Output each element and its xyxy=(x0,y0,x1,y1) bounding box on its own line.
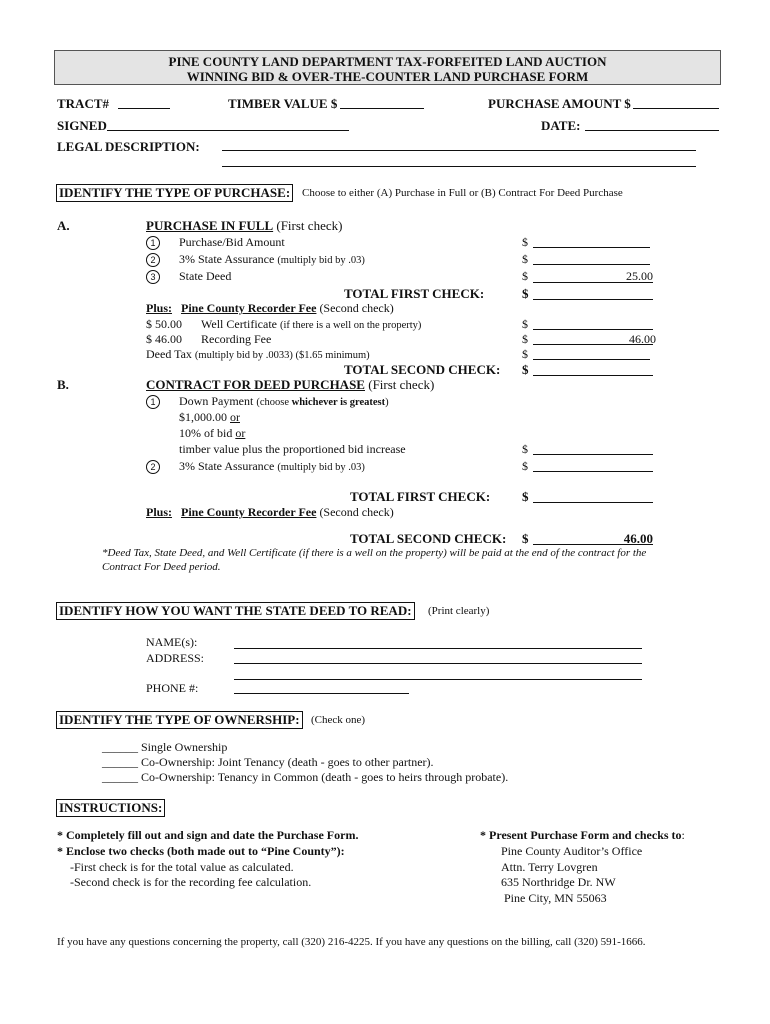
auditor-office: Pine County Auditor’s Office xyxy=(501,844,643,858)
a-dollar-5: $ xyxy=(522,332,528,346)
number-1-icon: 1 xyxy=(146,395,160,409)
legal-description-label: LEGAL DESCRIPTION: xyxy=(57,139,200,154)
purchase-in-full-heading: PURCHASE IN FULL (First check) xyxy=(146,218,343,233)
well-certificate-amount: $ 50.00 xyxy=(146,317,182,331)
a-total-first-check-label: TOTAL FIRST CHECK: xyxy=(344,286,485,301)
a-total-first-dollar: $ xyxy=(522,286,529,301)
a-dollar-4: $ xyxy=(522,317,528,331)
b-total-second-dollar: $ xyxy=(522,531,529,546)
recording-fee-field xyxy=(533,344,653,345)
names-field[interactable] xyxy=(234,648,642,649)
phone-field[interactable] xyxy=(234,693,409,694)
purchase-amount-label: PURCHASE AMOUNT $ xyxy=(488,96,631,111)
state-deed-read-note: (Print clearly) xyxy=(428,605,490,617)
city-state-zip: Pine City, MN 55063 xyxy=(504,891,607,905)
names-label: NAME(s): xyxy=(146,635,198,649)
b-dollar-2: $ xyxy=(522,459,528,473)
deed-tax-label: Deed Tax (multiply bid by .0033) ($1.65 minimum) xyxy=(146,347,370,361)
b-state-assurance-field[interactable] xyxy=(533,471,653,472)
address-field-2[interactable] xyxy=(234,679,642,680)
down-payment-option-3: timber value plus the proportioned bid increase xyxy=(179,442,406,456)
a-total-first-check-field[interactable] xyxy=(533,299,653,300)
present-to-heading: * Present Purchase Form and checks to: xyxy=(480,828,685,842)
legal-description-field-1[interactable] xyxy=(222,150,696,151)
deed-tax-footnote-line1: *Deed Tax, State Deed, and Well Certificate (if there is a well on the property) will be paid at the end of the contract for the xyxy=(102,547,647,559)
instruction-line-4: -Second check is for the recording fee calculation. xyxy=(70,875,312,889)
number-1-icon: 1 xyxy=(146,236,160,250)
b-dollar-1: $ xyxy=(522,442,528,456)
bid-amount-field[interactable] xyxy=(533,247,650,248)
purchase-amount-field[interactable] xyxy=(633,108,719,109)
recording-fee-value: 46.00 xyxy=(629,332,656,346)
signed-label: SIGNED xyxy=(57,118,107,133)
ownership-note: (Check one) xyxy=(311,714,366,726)
tract-label: TRACT# xyxy=(57,96,110,111)
b-state-assurance-label: 3% State Assurance (multiply bid by .03) xyxy=(179,459,365,473)
tract-field[interactable] xyxy=(118,108,170,109)
date-label: DATE: xyxy=(541,118,581,133)
a-total-second-check-field[interactable] xyxy=(533,375,653,376)
a-recorder-fee-heading: Plus: Pine County Recorder Fee (Second check) xyxy=(146,301,394,315)
instruction-line-2: * Enclose two checks (both made out to “Pine County”): xyxy=(57,844,345,858)
a-item-3 xyxy=(146,270,160,284)
down-payment-option-1: $1,000.00 or xyxy=(179,410,240,424)
ownership-option-tenancy-in-common[interactable]: ______ Co-Ownership: Tenancy in Common (death - goes to heirs through probate). xyxy=(102,770,509,784)
a-dollar-6: $ xyxy=(522,347,528,361)
well-certificate-label: Well Certificate (if there is a well on the property) xyxy=(201,317,422,331)
b-total-first-check-field[interactable] xyxy=(533,502,653,503)
contact-footer: If you have any questions concerning the property, call (320) 216-4225. If you have any questions on the billing, call (320) 591-1666. xyxy=(57,936,646,948)
b-item-1 xyxy=(146,395,160,409)
instructions-heading: INSTRUCTIONS: xyxy=(56,799,165,817)
a-total-second-check-label: TOTAL SECOND CHECK: xyxy=(344,362,501,377)
ownership-heading: IDENTIFY THE TYPE OF OWNERSHIP: xyxy=(56,711,303,729)
well-certificate-field[interactable] xyxy=(533,329,653,330)
number-3-icon: 3 xyxy=(146,270,160,284)
a-dollar-1: $ xyxy=(522,235,528,249)
header-title-line1: PINE COUNTY LAND DEPARTMENT TAX-FORFEITED LAND AUCTION xyxy=(168,54,607,69)
deed-tax-field[interactable] xyxy=(533,359,650,360)
timber-value-field[interactable] xyxy=(340,108,424,109)
ownership-option-single[interactable]: ______ Single Ownership xyxy=(102,740,228,754)
instruction-line-3: -First check is for the total value as calculated. xyxy=(70,860,294,874)
timber-value-label: TIMBER VALUE $ xyxy=(228,96,338,111)
address-label: ADDRESS: xyxy=(146,651,205,665)
state-deed-read-heading: IDENTIFY HOW YOU WANT THE STATE DEED TO READ: xyxy=(56,602,415,620)
a-dollar-3: $ xyxy=(522,269,528,283)
purchase-bid-amount-label: Purchase/Bid Amount xyxy=(179,235,285,249)
number-2-icon: 2 xyxy=(146,460,160,474)
a-item-1 xyxy=(146,236,160,250)
down-payment-label: Down Payment (choose whichever is greatest) xyxy=(179,394,389,408)
deed-tax-footnote-line2: Contract For Deed period. xyxy=(102,561,221,573)
recording-fee-amount: $ 46.00 xyxy=(146,332,182,346)
b-total-first-check-label: TOTAL FIRST CHECK: xyxy=(350,489,491,504)
purchase-type-note: Choose to either (A) Purchase in Full or (B) Contract For Deed Purchase xyxy=(302,187,623,199)
state-assurance-label: 3% State Assurance (multiply bid by .03) xyxy=(179,252,365,266)
contract-for-deed-heading: CONTRACT FOR DEED PURCHASE (First check) xyxy=(146,377,435,392)
recording-fee-label: Recording Fee xyxy=(201,332,272,346)
a-dollar-2: $ xyxy=(522,252,528,266)
state-deed-label: State Deed xyxy=(179,269,232,283)
number-2-icon: 2 xyxy=(146,253,160,267)
a-item-2 xyxy=(146,253,160,267)
down-payment-field[interactable] xyxy=(533,454,653,455)
section-a-letter: A. xyxy=(57,218,70,233)
b-recorder-fee-heading: Plus: Pine County Recorder Fee (Second check) xyxy=(146,505,394,519)
header-title-line2: WINNING BID & OVER-THE-COUNTER LAND PURCHASE FORM xyxy=(186,69,589,84)
down-payment-option-2: 10% of bid or xyxy=(179,426,246,440)
section-b-letter: B. xyxy=(57,377,69,392)
b-total-second-check-field xyxy=(533,544,653,545)
legal-description-field-2[interactable] xyxy=(222,166,696,167)
street-address: 635 Northridge Dr. NW xyxy=(501,875,616,889)
b-total-first-dollar: $ xyxy=(522,489,529,504)
signature-field[interactable] xyxy=(107,130,349,131)
phone-label: PHONE #: xyxy=(146,681,199,695)
ownership-option-joint-tenancy[interactable]: ______ Co-Ownership: Joint Tenancy (death - goes to other partner). xyxy=(102,755,434,769)
b-total-second-check-amount: 46.00 xyxy=(623,531,653,546)
date-field[interactable] xyxy=(585,130,719,131)
purchase-type-heading: IDENTIFY THE TYPE OF PURCHASE: xyxy=(56,184,293,202)
b-item-2 xyxy=(146,460,160,474)
a-total-second-dollar: $ xyxy=(522,362,529,377)
state-deed-field xyxy=(533,282,653,283)
instruction-line-1: * Completely fill out and sign and date the Purchase Form. xyxy=(57,828,359,842)
b-total-second-check-label: TOTAL SECOND CHECK: xyxy=(350,531,507,546)
state-deed-amount: 25.00 xyxy=(626,269,653,283)
state-assurance-field[interactable] xyxy=(533,264,650,265)
attention-name: Attn. Terry Lovgren xyxy=(501,860,598,874)
address-field-1[interactable] xyxy=(234,663,642,664)
